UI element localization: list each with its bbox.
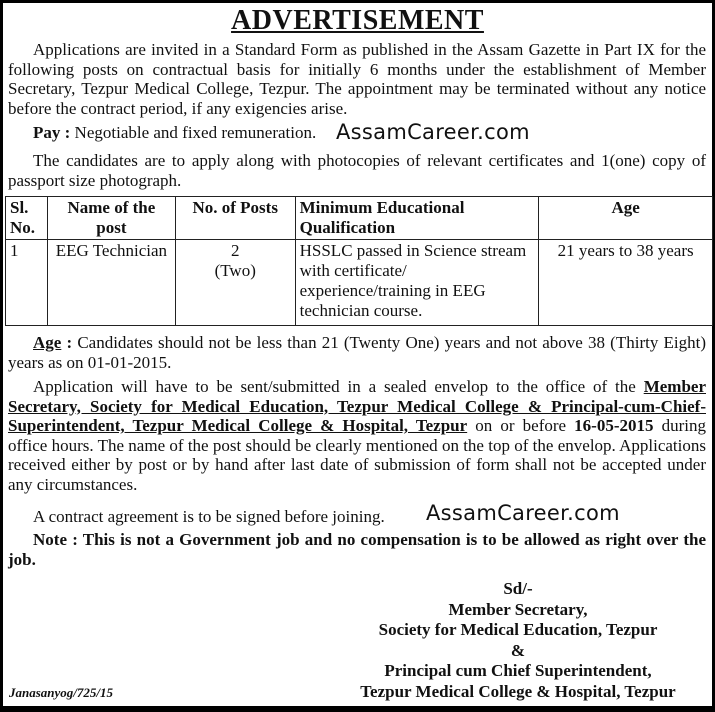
intro-paragraph: Applications are invited in a Standard Form as published in the Assam Gazette in Part IX for the following posts on contractual basis for initially 6 months under the establishment of Member Secretary, Tezpur Medical College, Tezpur. The appointment may be terminated without any notice before the contract period, if any exigencies arise. — [8, 40, 706, 118]
cell-count — [175, 240, 295, 326]
posts-table — [5, 196, 713, 326]
reference-number: Janasanyog/725/15 — [9, 685, 114, 700]
watermark-2: AssamCareer.com — [426, 501, 620, 525]
submission-deadline: 16-05-2015 — [574, 416, 654, 435]
submission-mid: on or before — [467, 416, 575, 435]
cell-age: 21 years to 38 years — [539, 240, 713, 326]
count-words: (Two) — [214, 261, 256, 280]
age-text: Candidates should not be less than 21 (Twenty One) years and not above 38 (Thirty Eight) years as on 01-01-2015. — [8, 333, 706, 372]
submission-address: Member Secretary, Society for Medical Education, Tezpur Medical College & Principal-cum-Chief-Superintendent, Tezpur Medical College & Hospital, Tezpur — [8, 377, 706, 435]
signature-line: Society for Medical Education, Tezpur — [378, 620, 658, 639]
header-no-of-posts: No. of Posts — [175, 197, 295, 240]
signature-line: Sd/- — [503, 579, 533, 598]
documents-paragraph: The candidates are to apply along with photocopies of relevant certificates and 1(one) copy of passport size photograph. — [8, 151, 706, 190]
age-sep: : — [61, 333, 73, 352]
contract-paragraph: A contract agreement is to be signed before joining. — [33, 507, 385, 526]
signature-line: Tezpur Medical College & Hospital, Tezpur — [360, 681, 676, 701]
signature-line: & — [510, 640, 526, 660]
table-header-row — [6, 197, 713, 240]
pay-text: Negotiable and fixed remuneration. — [70, 123, 317, 142]
count-number: 2 — [230, 241, 240, 260]
cell-qualification: HSSLC passed in Science stream with certificate/ experience/training in EEG technician course. — [295, 240, 539, 326]
submission-tail: during office hours. The name of the post should be clearly mentioned on the top of the envelop. Applications received either by post or by hand after last date of submission of form shall not be accepted under any circumstances. — [8, 416, 706, 494]
header-age: Age — [539, 197, 713, 240]
header-post-name: Name of the post — [47, 197, 175, 240]
note-paragraph: Note : This is not a Government job and no compensation is to be allowed as right over the job. — [8, 530, 706, 569]
age-label: Age — [33, 333, 62, 352]
signature-line: Principal cum Chief Superintendent, — [384, 661, 652, 680]
header-qualification: Minimum Educational Qualification — [295, 197, 539, 240]
watermark: AssamCareer.com — [336, 120, 530, 144]
age-paragraph — [8, 333, 706, 372]
signature-line: Member Secretary, — [448, 599, 588, 619]
submission-lead: Application will have to be sent/submitted in a sealed envelop to the office of the — [33, 377, 644, 396]
header-sl-no: Sl. No. — [6, 197, 48, 240]
cell-post: EEG Technician — [47, 240, 175, 326]
pay-label: Pay : — [33, 123, 71, 142]
submission-paragraph — [8, 377, 706, 494]
signature-block — [333, 579, 703, 702]
cell-sl: 1 — [6, 240, 48, 326]
page-title: ADVERTISEMENT — [231, 5, 484, 36]
table-row — [6, 240, 713, 326]
